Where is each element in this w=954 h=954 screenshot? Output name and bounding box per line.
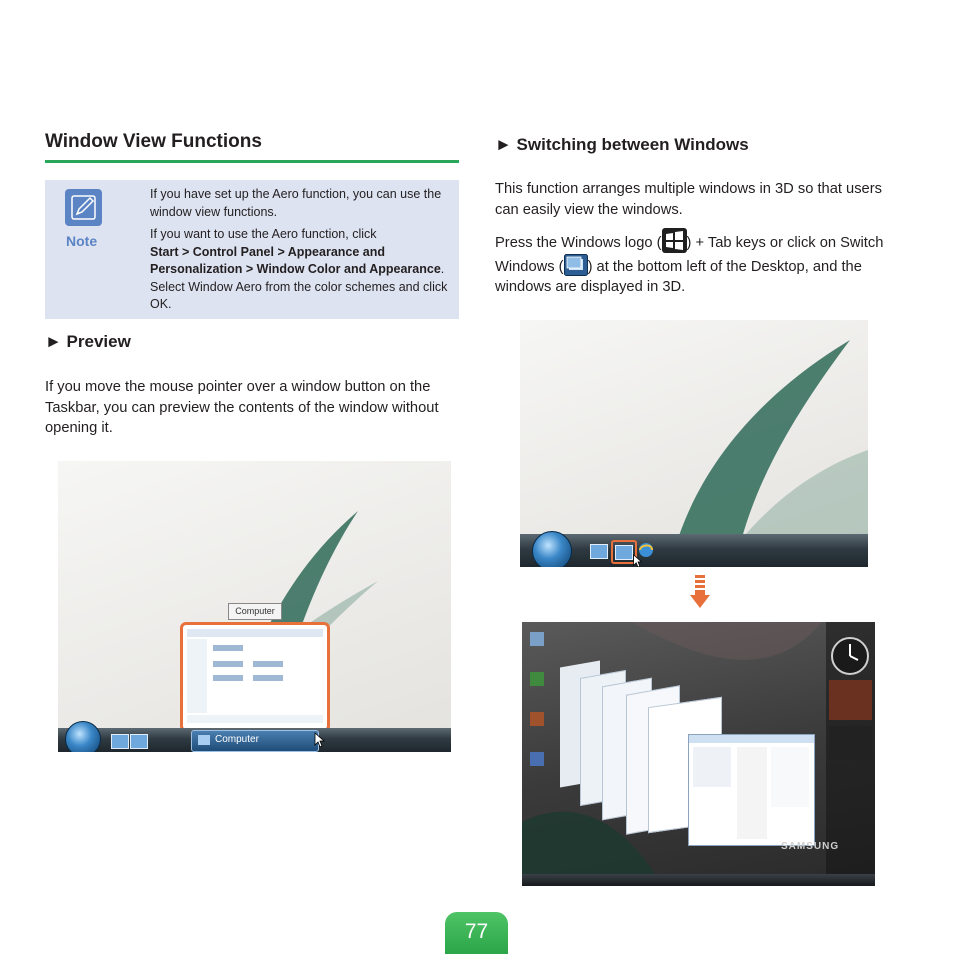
start-button[interactable] — [532, 531, 572, 567]
switching-text-2c: ) at the bottom left of the Desktop, and the windows are displayed in 3D. — [495, 258, 862, 295]
slideshow-gadget[interactable] — [829, 680, 872, 720]
desktop-icon[interactable] — [530, 712, 544, 726]
flip3d-screenshot — [522, 622, 875, 886]
down-arrow-icon — [690, 575, 710, 609]
desktop-icons — [526, 628, 548, 748]
mouse-cursor-icon — [632, 554, 644, 567]
windows-logo-icon — [662, 228, 687, 253]
taskbar-button-computer[interactable] — [191, 730, 319, 752]
section-divider — [45, 160, 459, 163]
switching-text-2a: Press the Windows logo ( — [495, 235, 662, 251]
preview-text: If you move the mouse pointer over a window button on the Taskbar, you can preview the contents of the window without opening it. — [45, 379, 439, 436]
thumbnail-preview[interactable] — [180, 622, 330, 732]
switch-windows-icon — [564, 254, 588, 276]
show-desktop-icon[interactable] — [111, 734, 129, 749]
clock-gadget-icon — [830, 636, 870, 676]
switching-text-2 — [495, 228, 895, 298]
switch-windows-icon[interactable] — [130, 734, 148, 749]
note-label: Note — [66, 233, 98, 249]
leaf-wallpaper — [520, 320, 868, 567]
note-p2-intro: If you want to use the Aero function, click — [150, 227, 377, 241]
switch-windows-screenshot — [520, 320, 868, 567]
start-button[interactable] — [65, 721, 101, 752]
taskbar — [58, 728, 451, 752]
desktop-icon[interactable] — [530, 632, 544, 646]
desktop-icon[interactable] — [530, 752, 544, 766]
show-desktop-icon[interactable] — [590, 544, 608, 559]
pencil-note-icon — [65, 189, 102, 226]
note-paragraph-2 — [150, 226, 452, 314]
switching-text-1: This function arranges multiple windows in 3D so that users can easily view the windows. — [495, 181, 882, 218]
switching-heading: ► Switching between Windows — [495, 135, 749, 154]
mouse-cursor-icon — [314, 732, 326, 748]
taskbar — [522, 874, 875, 886]
section-title: Window View Functions — [45, 131, 262, 152]
page-number: 77 — [464, 920, 489, 943]
desktop-icon[interactable] — [530, 672, 544, 686]
note-p2-end: . Select Window Aero from the color schemes and click OK. — [150, 262, 448, 311]
feed-gadget[interactable] — [829, 726, 872, 760]
preview-screenshot — [58, 461, 451, 752]
switching-text-2b: ) + Tab keys or click on Switch Windows ( — [495, 235, 884, 275]
taskbar — [520, 534, 868, 567]
brand-watermark: SAMSUNG — [781, 841, 840, 852]
note-paragraph-1: If you have set up the Aero function, you can use the window view functions. — [150, 187, 442, 219]
note-p2-path: Start > Control Panel > Appearance and Personalization > Window Color and Appearance — [150, 244, 441, 276]
taskbar-button-label: Computer — [215, 734, 259, 745]
flip-front-window[interactable] — [688, 734, 815, 846]
computer-icon — [198, 735, 210, 745]
preview-tooltip: Computer — [228, 603, 282, 620]
preview-heading: ► Preview — [45, 332, 131, 351]
